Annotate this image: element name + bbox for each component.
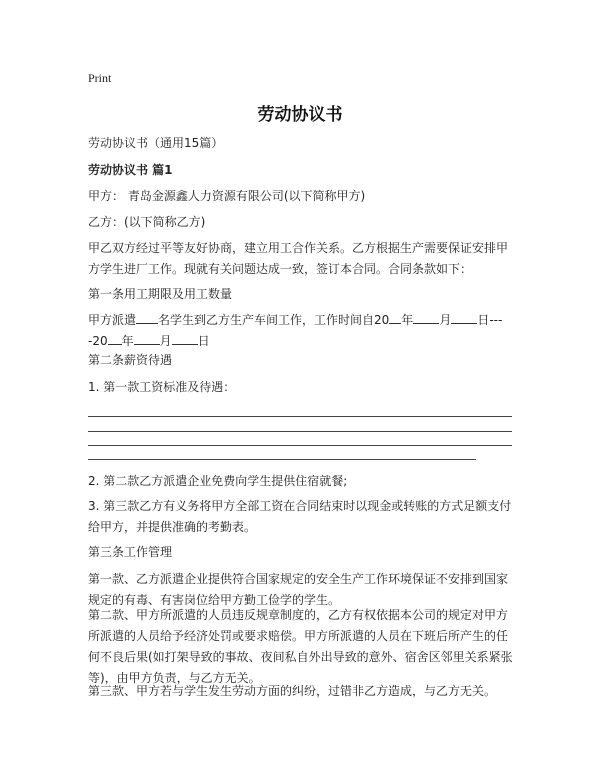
management-clause-3: 第三款、甲方若与学生发生劳动方面的纠纷，过错非乙方造成，与乙方无关。 — [88, 684, 497, 698]
fill-line-3 — [88, 445, 512, 446]
clause-3: 3. 第三款乙方有义务将甲方全部工资在合同结束时以现金或转账的方式足额支付给甲方，并提供准确的考勤表。 — [88, 499, 512, 534]
fill-line-1 — [88, 416, 512, 417]
fill-line-4 — [88, 459, 476, 460]
article-1-text-4: 月 — [439, 313, 452, 327]
blank-start-day — [451, 311, 477, 324]
article-1-text-2: 名学生到乙方生产车间工作，工作时间自20 — [158, 313, 390, 327]
article-1-text-7: 月 — [159, 334, 172, 348]
blank-end-month — [134, 332, 160, 345]
article-2-title: 第二条薪资待遇 — [88, 353, 173, 367]
document-subtitle: 劳动协议书（通用15篇） — [88, 136, 224, 150]
print-link[interactable]: Print — [88, 71, 112, 85]
party-b: 乙方：(以下简称乙方) — [88, 215, 206, 229]
clause-1: 1. 第一款工资标准及待遇： — [88, 380, 236, 394]
management-clause-1: 第一款、乙方派遣企业提供符合国家规定的安全生产工作环境保证不安排到国家规定的有毒、有害岗位给甲方勤工俭学的学生。 — [88, 572, 509, 607]
article-1-text-8: 日 — [197, 334, 210, 348]
article-3-title: 第三条工作管理 — [88, 545, 173, 559]
section-heading: 劳动协议书 篇1 — [88, 163, 173, 177]
article-1-title: 第一条用工期限及用工数量 — [88, 287, 233, 301]
article-1-body — [88, 310, 516, 352]
party-a: 甲方： 青岛金源鑫人力资源有限公司(以下简称甲方) — [88, 189, 366, 203]
article-1-text-5: 日----20 — [88, 313, 503, 348]
article-1-text-3: 年 — [401, 313, 414, 327]
fill-line-2 — [88, 431, 512, 432]
intro-paragraph: 甲乙双方经过平等友好协商，建立用工合作关系。乙方根据生产需要保证安排甲方学生进厂工作。现就有关问题达成一致，签订本合同。合同条款如下： — [88, 241, 509, 276]
blank-start-year — [389, 311, 401, 324]
document-title: 劳动协议书 — [257, 105, 343, 125]
management-clause-2: 第二款、甲方所派遣的人员违反规章制度的，乙方有权依据本公司的规定对甲方所派遣的人员给予经济处罚或要求赔偿。甲方所派遣的人员在下班后所产生的任何不良后果(如打架导致的事故、夜间私自外出导致的意外、宿舍区邻里关系紧张等)，由甲方负责，与乙方无关。 — [88, 608, 513, 685]
blank-start-month — [413, 311, 439, 324]
blank-end-year — [108, 332, 122, 345]
clause-2: 2. 第二款乙方派遣企业免费向学生提供住宿就餐; — [88, 474, 348, 488]
blank-student-count — [136, 311, 158, 324]
article-1-text-1: 甲方派遣 — [88, 313, 137, 327]
blank-end-day — [172, 332, 198, 345]
article-1-text-6: 年 — [121, 334, 134, 348]
